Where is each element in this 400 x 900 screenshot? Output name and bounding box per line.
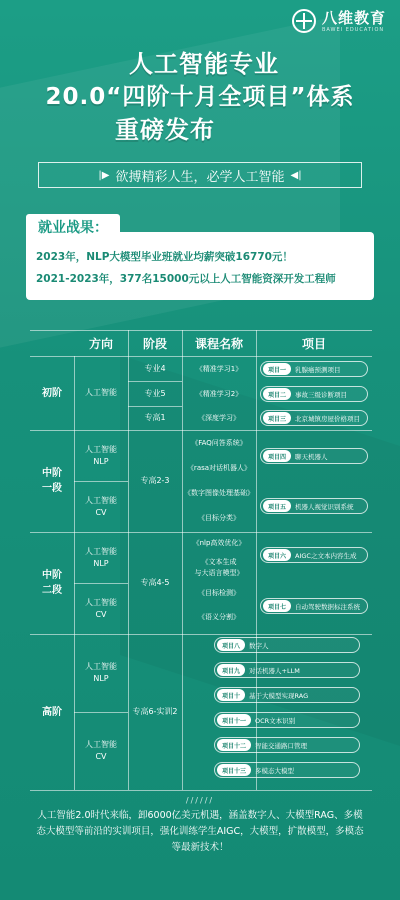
project-pill (214, 762, 360, 778)
project-number: 项目十二 (217, 739, 251, 751)
stage-cell: 中阶 一段 (42, 468, 62, 494)
course-name: 《精准学习1》 (195, 365, 243, 373)
direction-cell: 人工智能 CV (85, 597, 117, 619)
project-name: 事故三级诊断项目 (295, 390, 348, 399)
project-name: AIGC之文本内容生成 (295, 551, 357, 560)
project-number: 项目四 (263, 450, 291, 462)
logo-subtitle: BAWEI EDUCATION (321, 26, 385, 33)
phase-cell: 专业5 (144, 388, 166, 398)
project-pill (214, 637, 360, 653)
project-number: 项目八 (217, 639, 245, 651)
course-name: 《目标分类》 (198, 514, 240, 522)
headline (0, 48, 400, 147)
project-pill (214, 662, 360, 678)
header-project: 项目 (301, 336, 326, 351)
project-pill (260, 386, 368, 402)
project-name: 自动驾驶数据标注系统 (295, 602, 361, 611)
header-direction: 方向 (88, 336, 113, 351)
headline-line-3: 重磅发布 (115, 116, 215, 144)
course-name: 《FAQ问答系统》 (191, 439, 247, 447)
project-name: 聊天机器人 (295, 452, 328, 461)
employment-box (26, 232, 374, 300)
project-name: 乳腺癌预测项目 (295, 365, 341, 374)
project-number: 项目六 (263, 549, 291, 561)
project-name: 北京城镇房屋价格项目 (295, 414, 361, 423)
play-left-icon: ◀| (290, 169, 302, 181)
divider-dots: ////// (185, 796, 215, 805)
project-pill (260, 410, 368, 426)
header-phase: 阶段 (142, 336, 167, 351)
project-name: 多模态大模型 (255, 766, 295, 775)
project-number: 项目二 (263, 388, 291, 400)
employment-tag: 就业战果： (26, 214, 120, 240)
project-pill (214, 712, 360, 728)
project-pill (260, 547, 368, 563)
footer-text: 人工智能2.0时代来临，卸6000亿美元机遇，涵盖数字人、大模型RAG、多模态大模型等前沿的实训项目，强化训练学生AIGC，大模型，扩散模型，多模态等最新技术！ (36, 810, 364, 853)
employment-line: 2021-2023年，377名15000元以上人工智能资深开发工程师 (36, 273, 336, 285)
headline-line-2: 20.0“四阶十月全项目”体系 (45, 84, 355, 110)
direction-cell: 人工智能 NLP (85, 546, 117, 568)
project-name: 智能交通路口管理 (255, 741, 308, 750)
project-number: 项目十一 (217, 714, 251, 726)
project-number: 项目七 (263, 600, 291, 612)
project-pill (260, 498, 368, 514)
logo-icon (292, 9, 316, 33)
play-right-icon: |▶ (98, 169, 110, 181)
course-name: 《深度学习》 (198, 414, 240, 422)
header-course: 课程名称 (194, 336, 243, 351)
project-name: 基于大模型实现RAG (249, 691, 309, 700)
project-pill (214, 687, 360, 703)
headline-line-1: 人工智能专业 (129, 50, 279, 78)
project-name: 对话机器人+LLM (249, 666, 300, 675)
course-name: 《数字图像处理基础》 (184, 489, 254, 497)
project-pill (260, 361, 368, 377)
phase-cell: 专高2-3 (140, 476, 170, 485)
stage-cell: 中阶 二段 (42, 570, 62, 596)
course-name: 《语义分割》 (198, 613, 240, 621)
slogan-banner (38, 162, 362, 188)
stage-cell: 初阶 (42, 387, 62, 399)
logo-name: 八维教育 (321, 8, 386, 27)
course-name: 《目标检测》 (198, 589, 240, 597)
direction-cell: 人工智能 NLP (85, 662, 117, 683)
slogan-text: 欲搏精彩人生，必学人工智能 (115, 169, 285, 185)
project-pill (260, 598, 368, 614)
phase-cell: 专高6-实训2 (132, 707, 178, 716)
direction-cell: 人工智能 (85, 388, 117, 397)
project-number: 项目一 (263, 363, 291, 375)
course-name: 《精准学习2》 (195, 390, 243, 398)
project-name: 机器人视觉识别系统 (295, 502, 354, 511)
curriculum-table (30, 330, 372, 790)
phase-cell: 专高4-5 (140, 578, 170, 587)
direction-cell: 人工智能 CV (85, 495, 117, 517)
stage-cell: 高阶 (42, 706, 62, 718)
employment-line: 2023年，NLP大模型毕业班就业均薪突破16770元！ (36, 251, 293, 263)
project-pill (260, 448, 368, 464)
project-number: 项目九 (217, 664, 245, 676)
project-number: 项目十三 (217, 764, 251, 776)
brand-logo (292, 9, 386, 33)
course-name: 《rasa对话机器人》 (186, 464, 252, 472)
phase-cell: 专业4 (144, 363, 166, 373)
course-name: 《文本生成 与大语言模型》 (194, 558, 244, 577)
project-number: 项目十 (217, 689, 245, 701)
project-number: 项目五 (263, 500, 291, 512)
phase-cell: 专高1 (144, 413, 166, 422)
direction-cell: 人工智能 NLP (85, 444, 117, 466)
project-pill (214, 737, 360, 753)
project-name: 数字人 (249, 641, 269, 650)
project-number: 项目三 (263, 412, 291, 424)
project-name: OCR文本识别 (255, 716, 296, 725)
course-name: 《nlp高效优化》 (192, 539, 246, 547)
direction-cell: 人工智能 CV (85, 740, 117, 761)
